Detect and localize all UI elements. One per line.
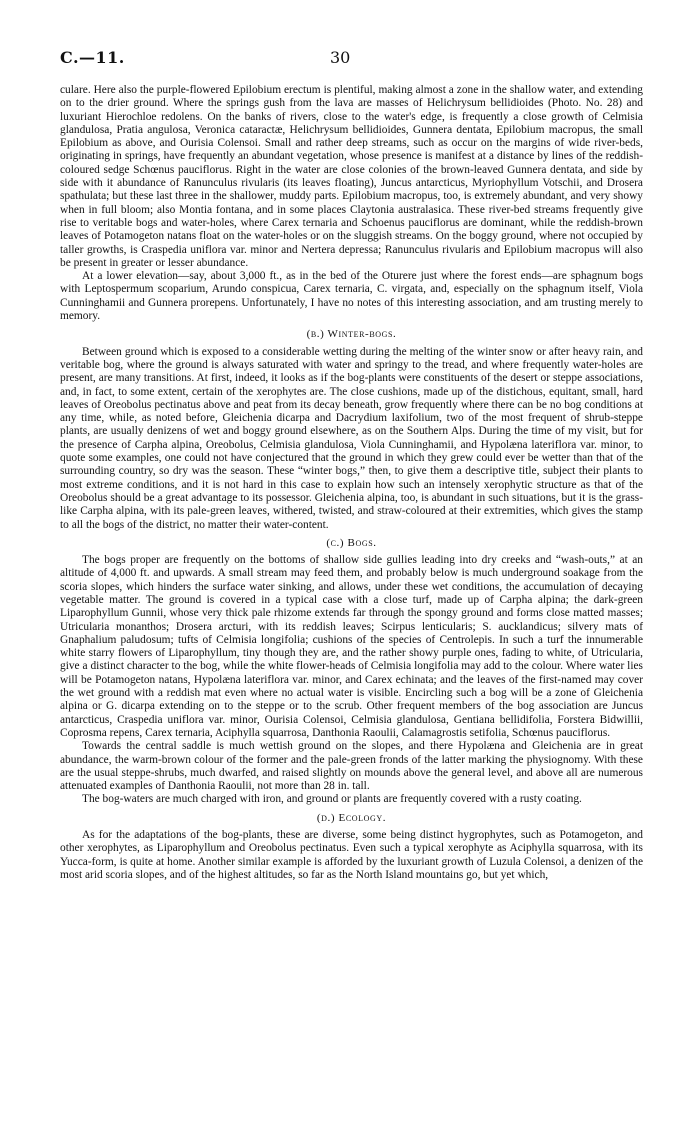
document-reference: C.—11. (60, 48, 125, 67)
paragraph: culare. Here also the purple-flowered Epilobium erectum is plentiful, making almost a zone in the shallow water, and extending on to the drier ground. Where the springs gush from the lava are masses of Helichrysum bellidioides (Photo. No. 28) and luxuriant Hierochloe redolens. On the banks of rivers, close to the water's edge, is frequently a close growth of Celmisia glandulosa, Pratia angulosa, Veronica cataractæ, Helichrysum bellidioides, Gunnera dentata, Epilobium macropus, the small Epilobium as above, and Ourisia Colensoi. Small and rather deep streams, such as occur on the margins of wide river-beds, originating in springs, have frequently an abundant vegetation, whose presence is manifest at a distance by lines of the reddish-coloured sedge Schœnus pauciflorus. Right in the water are close colonies of the brown-leaved Gunnera dentata, and side by side with it abundance of Ranunculus rivularis (its leaves floating), Juncus antarcticus, Myriophyllum Votschii, and Drosera spathulata; but these last three in the shallower, muddy parts. Epilobium macropus, too, is extremely abundant, and very showy when in full bloom; also Montia fontana, and in some places Claytonia australasica. These river-bed streams frequently give rise to veritable bogs and water-holes, where Carex ternaria and Schoenus pauciflorus are dominant, while the reddish-brown leaves of Potamogeton natans float on the water-holes or on the sluggish streams. On the boggy ground, where not occupied by taller growths, is Craspedia uniflora var. minor and Nertera depressa; Ranunculus rivularis and Epilobium macropus will also be present in greater or lesser abundance. (60, 84, 643, 269)
section-heading-bogs: (c.) Bogs. (326, 536, 377, 549)
paragraph: Towards the central saddle is much wettish ground on the slopes, and there Hypolæna and Gleichenia are in great abundance, the warm-brown colour of the former and the pale-green fronds of the latter marking the physiognomy. With these are the usual steppe-shrubs, much dwarfed, and raised slightly on mounds above the general level, and above all are numerous attenuated examples of Danthonia Raoulii, not more than 28 in. tall. (60, 740, 643, 793)
paragraph: Between ground which is exposed to a considerable wetting during the melting of the winter snow or after heavy rain, and veritable bog, where the ground is always saturated with water and springy to the tread, and where frequently water-holes are present, are many transitions. At first, indeed, it looks as if the bog-plants were constituents of the desert or steppe associations, and, in fact, to some extent, certain of the xerophytes are. The close cushions, made up of the distichous, equitant, small, hard leaves of Oreobolus pectinatus above and peat from its decay beneath, grow frequently where there can be no bog conditions at any time, while, as noted before, Gleichenia dicarpa and Dacrydium laxifolium, two of the most frequent of shrub-steppe plants, are usually denizens of wet and boggy ground elsewhere, as on the Southern Alps. During the time of my visit, but for the presence of Carpha alpina, Oreobolus, Celmisia glandulosa, Viola Cunninghamii, and Hypolæna lateriflora var. minor, to quote some examples, one could not have conjectured that the ground in which they grew could ever be wetter than that of the surrounding country, so dry was the season. These “winter bogs,” then, to give them a descriptive title, subject their plants to most extreme conditions, and it is not hard in this case to explain how such an intensely xerophytic structure as that of the Oreobolus should be a great advantage to its possessor. Gleichenia alpina, too, is abundant in such situations, but it is the grass-like Carpha alpina, with its pale-green leaves, withered, twisted, and straw-coloured at their extremities, which gives the stamp to all the bogs of the district, no matter their water-content. (60, 345, 643, 531)
section-heading-ecology: (d.) Ecology. (316, 811, 387, 824)
paragraph: As for the adaptations of the bog-plants, these are diverse, some being distinct hygrophytes, such as Potamogeton, and other xerophytes, as Liparophyllum and Oreobolus pectinatus. Even such a typical xerophyte as Aciphylla squarrosa, with its Yucca-form, is quite at home. Another similar example is afforded by the luxuriant growth of Luzula Colensoi, a denizen of the most arid scoria slopes, and of the highest altitudes, so far as the North Island mountains go, but yet which, (60, 829, 643, 881)
paragraph: At a lower elevation—say, about 3,000 ft., as in the bed of the Oturere just where the forest ends—are sphagnum bogs with Leptospermum scoparium, Arundo conspicua, Carex ternaria, C. virgata, and, especially on the sphagnum itself, Viola Cunninghamii and Gunnera prorepens. Unfortunately, I have no notes of this interesting association, and am trusting merely to memory. (60, 270, 643, 323)
section-heading-winter-bogs: (b.) Winter-bogs. (306, 328, 397, 341)
paragraph: The bog-waters are much charged with iron, and ground or plants are frequently covered with a rusty coating. (82, 793, 582, 806)
paragraph: The bogs proper are frequently on the bottoms of shallow side gullies leading into dry creeks and “wash-outs,” at an altitude of 4,000 ft. and upwards. A small stream may feed them, and probably below is much underground soakage from the scoria slopes, which hinders the surface water sinking, and allows, under these wet conditions, the accumulation of decaying vegetable matter. The ground is covered in a typical case with a close turf, made up of Carpha alpina; the dark-green Liparophyllum Gunnii, whose very thick pale rhizome extends far through the spongy ground and forms close matted masses; Utricularia monanthos; Drosera arcturi, with its reddish leaves; Scirpus lenticularis; S. aucklandicus; silvery mats of Gnaphalium paludosum; tufts of Celmisia longifolia; cushions of the species of Centrolepis. In such a turf the innumerable white starry flowers of Liparophyllum, tiny though they are, and the rather showy purple ones, fading to white, of Utricularia, give a distinct character to the bog, while the white flower-heads of Celmisia longifolia may add to the colour. Where water lies will be Potamogeton natans, Hypolæna lateriflora var. minor, and Carex echinata; and the leaves of the first-named may cover the wet ground with a reddish mat even where no actual water is visible. Encircling such a bog will be a zone of Gleichenia alpina or G. dicarpa extending on to the steppe or to the scrub. Other frequent members of the bog association are Juncus antarcticus, Craspedia uniflora var. minor, Ourisia Colensoi, Celmisia glandulosa, Gentiana bellidifolia, Forstera Bidwillii, Coprosma repens, Carex ternaria, Aciphylla squarrosa, Danthonia Raoulii, Calamagrostis setifolia, Schœnus pauciflorus. (60, 554, 643, 739)
page-number: 30 (330, 48, 351, 67)
page-body (60, 84, 643, 882)
